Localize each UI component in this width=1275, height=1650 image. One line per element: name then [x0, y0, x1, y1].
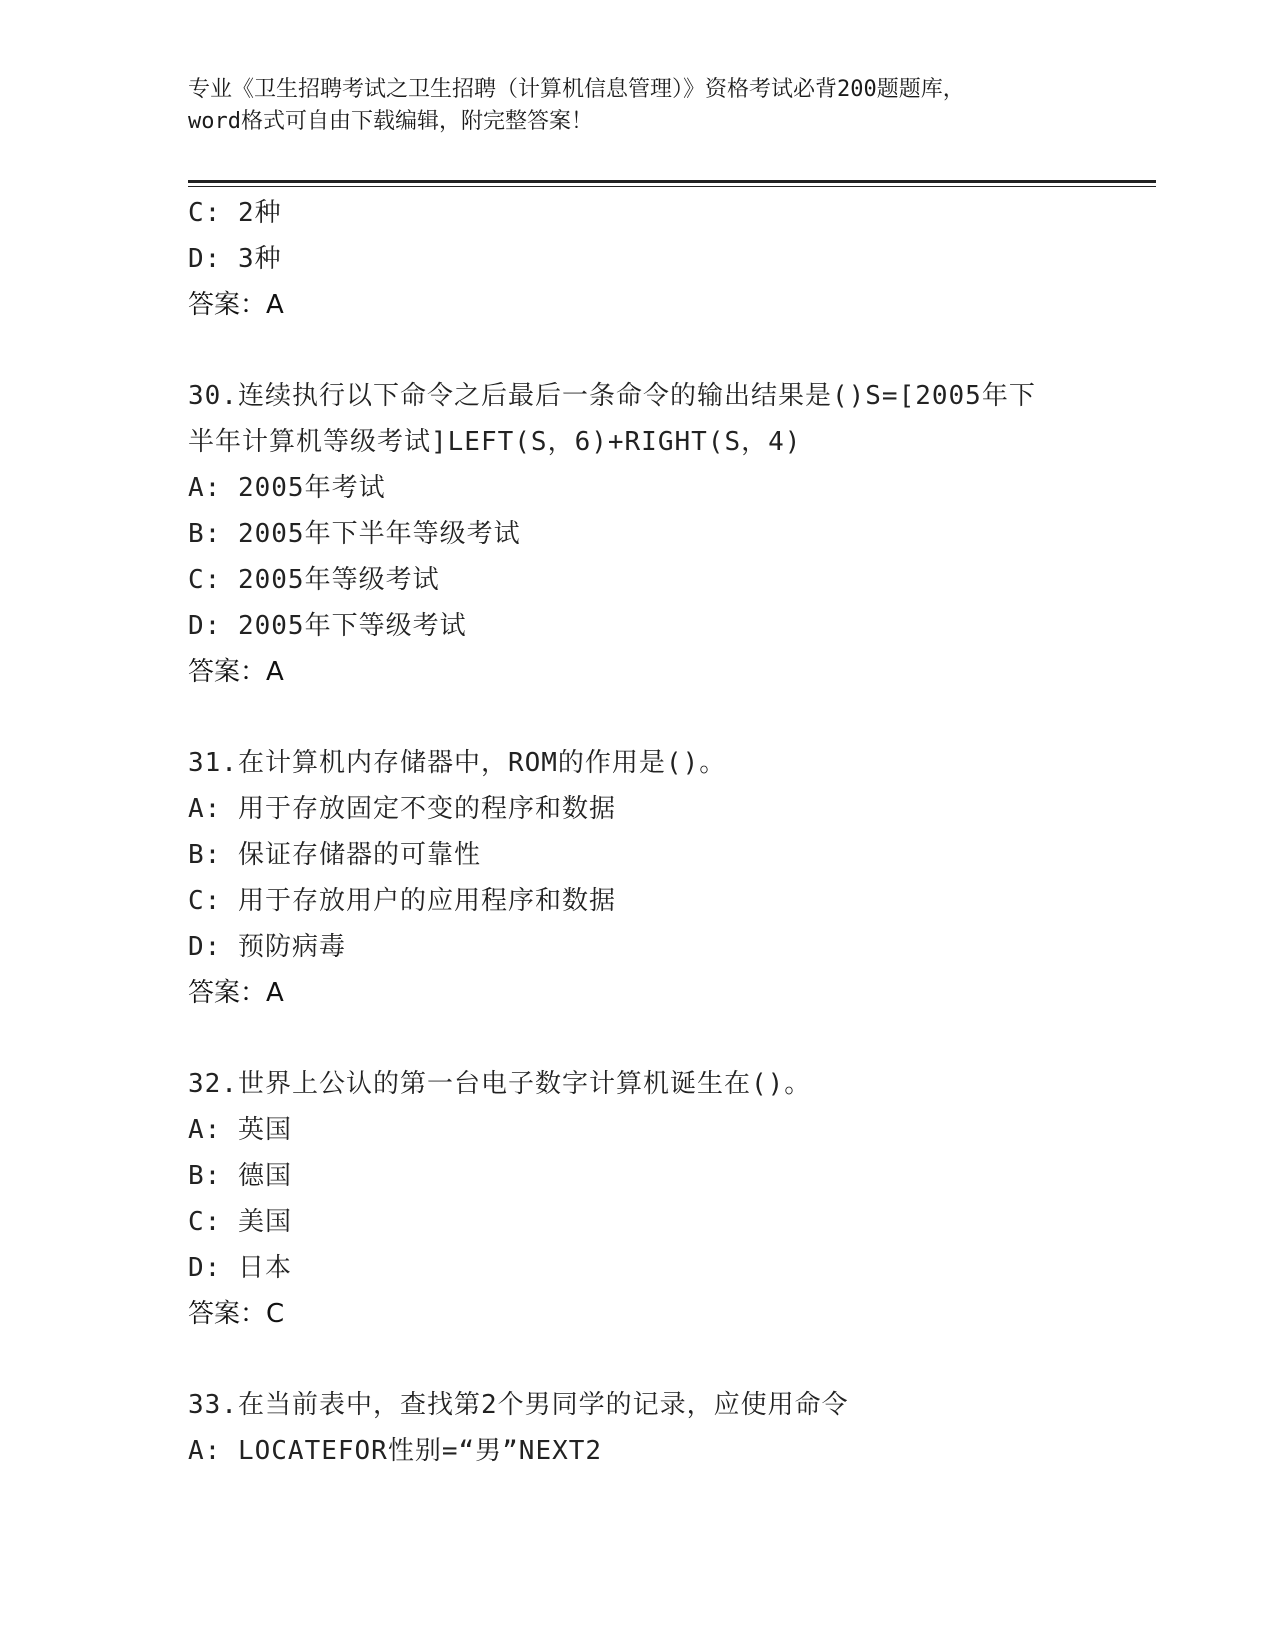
answer-line: 答案：A	[188, 978, 284, 1008]
header-title-line-1: 专业《卫生招聘考试之卫生招聘（计算机信息管理）》资格考试必背200题题库，	[188, 77, 965, 102]
spacer	[188, 1337, 1088, 1382]
answer-line: 答案：C	[188, 1299, 285, 1329]
question-list	[188, 190, 1088, 1474]
spacer	[188, 1016, 1088, 1061]
option-c: C: 用于存放用户的应用程序和数据	[188, 886, 616, 916]
document-header	[188, 74, 1088, 138]
question-stem: 30.连续执行以下命令之后最后一条命令的输出结果是()S=[2005年下	[188, 381, 1036, 411]
option-d: D: 2005年下等级考试	[188, 611, 467, 641]
option-c: C: 2005年等级考试	[188, 565, 440, 595]
question-33	[188, 1382, 1088, 1474]
option-a: A: 2005年考试	[188, 473, 386, 503]
question-31	[188, 740, 1088, 1016]
option-d: D: 3种	[188, 244, 282, 274]
question-stem: 32.世界上公认的第一台电子数字计算机诞生在()。	[188, 1069, 812, 1099]
spacer	[188, 695, 1088, 740]
option-d: D: 预防病毒	[188, 932, 346, 962]
question-stem-continued: 半年计算机等级考试]LEFT(S，6)+RIGHT(S，4)	[188, 427, 802, 457]
previous-question-tail	[188, 190, 1088, 328]
question-32	[188, 1061, 1088, 1337]
option-a: A: LOCATEFOR性别=“男”NEXT2	[188, 1436, 603, 1466]
spacer	[188, 328, 1088, 373]
option-b: B: 2005年下半年等级考试	[188, 519, 521, 549]
header-title-line-2: word格式可自由下载编辑，附完整答案！	[188, 109, 593, 134]
question-stem: 31.在计算机内存储器中，ROM的作用是()。	[188, 748, 727, 778]
option-a: A: 英国	[188, 1115, 292, 1145]
option-d: D: 日本	[188, 1253, 292, 1283]
question-stem: 33.在当前表中，查找第2个男同学的记录，应使用命令	[188, 1390, 849, 1420]
answer-line: 答案：A	[188, 290, 284, 320]
option-c: C: 美国	[188, 1207, 292, 1237]
option-a: A: 用于存放固定不变的程序和数据	[188, 794, 616, 824]
question-30	[188, 373, 1088, 695]
answer-line: 答案：A	[188, 657, 284, 687]
header-divider-thin	[188, 186, 1156, 187]
header-divider-thick	[188, 180, 1156, 183]
option-c: C: 2种	[188, 198, 282, 228]
option-b: B: 保证存储器的可靠性	[188, 840, 481, 870]
option-b: B: 德国	[188, 1161, 292, 1191]
